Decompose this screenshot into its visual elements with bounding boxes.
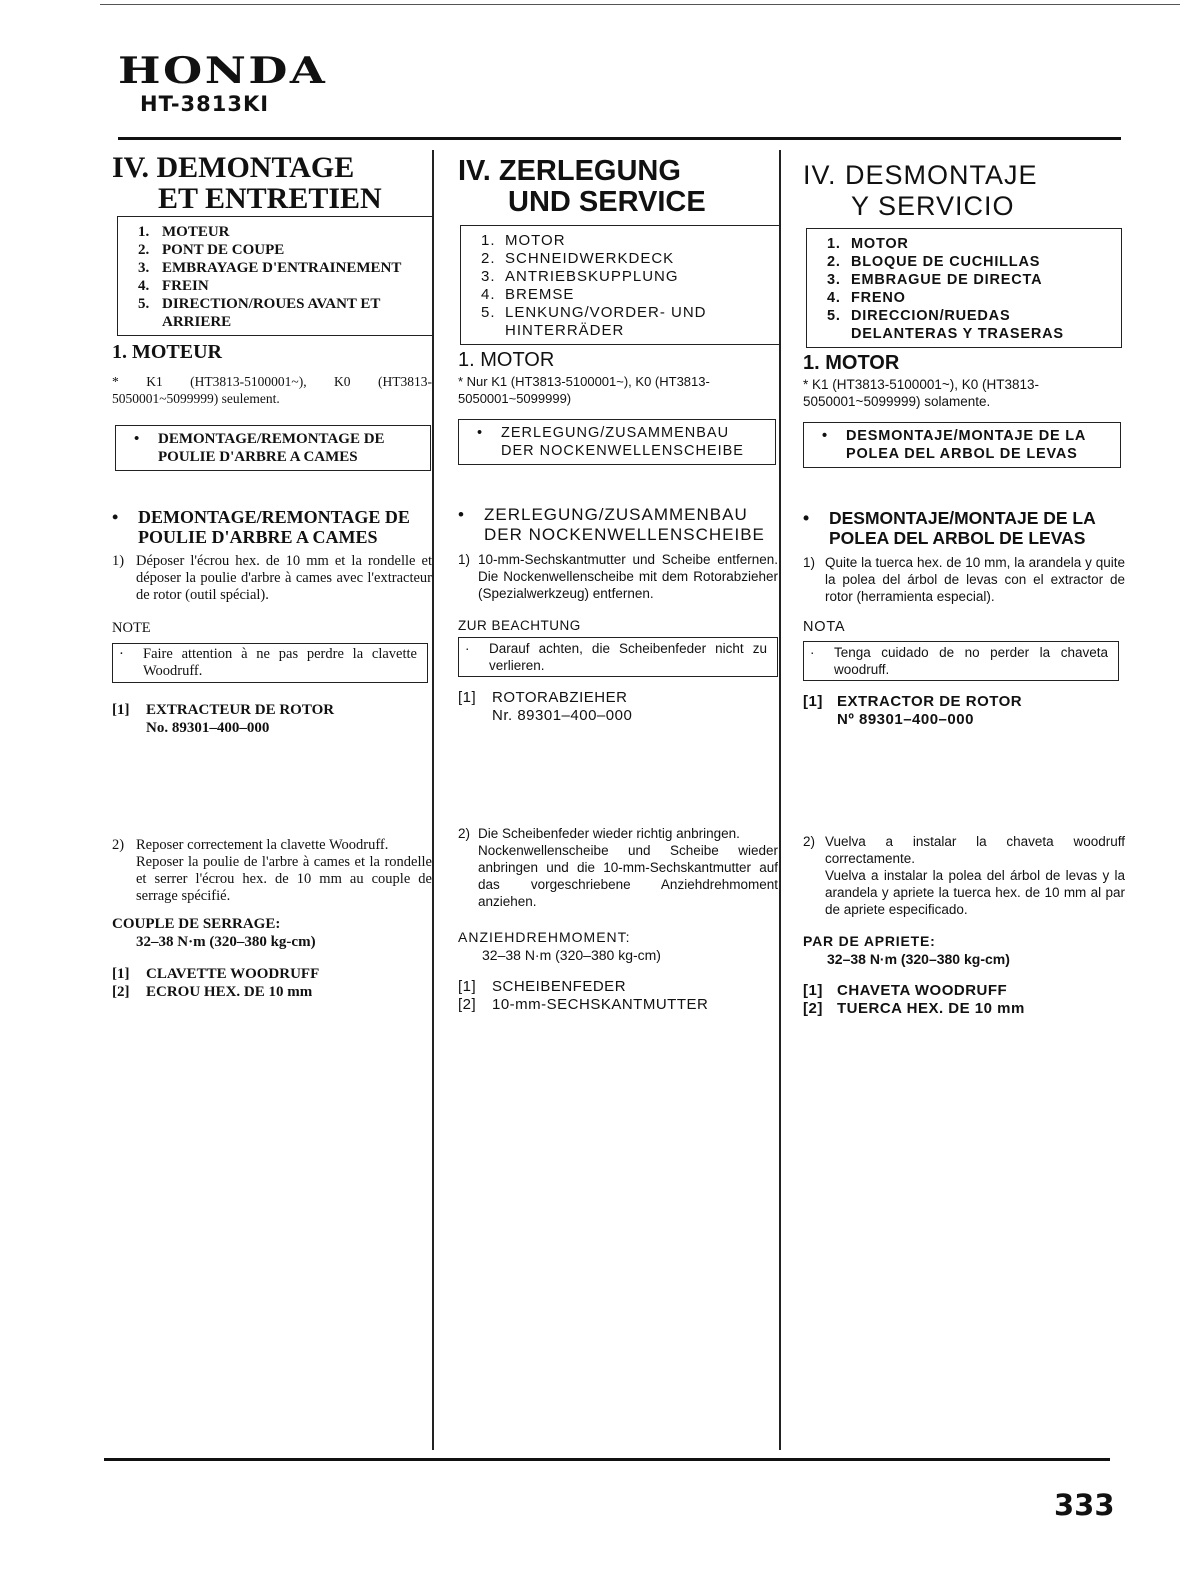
top-rule xyxy=(100,4,1180,5)
section-heading: 1. MOTOR xyxy=(803,352,900,374)
torque-value: 32–38 N·m (320–380 kg-cm) xyxy=(827,951,1010,967)
bullet-icon: • xyxy=(803,508,810,528)
bullet-icon: • xyxy=(112,507,119,527)
contents-box xyxy=(117,216,433,336)
torque-value: 32–38 N·m (320–380 kg-cm) xyxy=(136,934,316,950)
bullet-icon: • xyxy=(477,425,484,441)
step-2: 2) Vuelva a instalar la chaveta woodruff correctamente. Vuelva a instalar la polea del árbol de levas y la arandela y apriete la tuerca hex. de 10 mm al par de apriete especificado. xyxy=(803,834,1125,917)
note-label: ZUR BEACHTUNG xyxy=(458,618,581,633)
reference-item: [2] 10-mm-SECHSKANTMUTTER xyxy=(458,996,709,1013)
step-1: 1) Quite la tuerca hex. de 10 mm, la arandela y quite la polea del árbol de levas con el extractor de rotor (herramienta especial). xyxy=(803,555,1125,604)
reference-item: [1] CLAVETTE WOODRUFF xyxy=(112,966,320,982)
procedure-box xyxy=(458,419,776,465)
procedure-heading: • ZERLEGUNG/ZUSAMMENBAU DER NOCKENWELLENSCHEIBE xyxy=(458,505,765,544)
torque-label: PAR DE APRIETE: xyxy=(803,933,936,949)
contents-item: 1. MOTOR xyxy=(827,236,909,252)
step-1: 1) 10-mm-Sechskantmutter und Scheibe entfernen. Die Nockenwellenscheibe mit dem Rotorabzieher (Spezialwerkzeug) entfernen. xyxy=(458,552,778,601)
column-french xyxy=(112,152,432,1001)
reference-item: [2] ECROU HEX. DE 10 mm xyxy=(112,984,313,1000)
section-heading: 1. MOTEUR xyxy=(112,341,222,363)
page-number: 333 xyxy=(1054,1488,1115,1522)
title-line-1: IV. DEMONTAGE xyxy=(112,151,355,184)
column-german xyxy=(458,156,778,1014)
tool-reference: [1] EXTRACTEUR DE ROTOR No. 89301–400–000 xyxy=(112,702,335,736)
model-footnote: * K1 (HT3813-5100001~), K0 (HT3813-5050001~5099999) solamente. xyxy=(803,377,1040,409)
note-text: Darauf achten, die Scheibenfeder nicht zu verlieren. xyxy=(489,641,767,673)
bullet-icon: • xyxy=(134,431,140,447)
brand-logo: HONDA xyxy=(118,50,328,92)
note-text: Faire attention à ne pas perdre la clavette Woodruff. xyxy=(143,646,417,679)
column-spanish xyxy=(803,160,1125,1018)
reference-item: [1] SCHEIBENFEDER xyxy=(458,978,627,995)
procedure-box xyxy=(803,422,1121,468)
procedure-heading: • DEMONTAGE/REMONTAGE DE POULIE D'ARBRE A CAMES xyxy=(112,507,410,547)
reference-item: [2] TUERCA HEX. DE 10 mm xyxy=(803,1000,1025,1017)
contents-item: 4. FREIN xyxy=(138,278,209,294)
note-text: Tenga cuidado de no perder la chaveta woodruff. xyxy=(834,645,1108,677)
contents-item: 5. DIRECCION/RUEDAS DELANTERAS Y TRASERAS xyxy=(827,308,1064,342)
contents-item: 4. FRENO xyxy=(827,290,906,306)
bullet-icon: • xyxy=(822,428,828,444)
step-2: 2) Reposer correctement la clavette Woodruff. Reposer la poulie de l'arbre à cames et la rondelle et serrer l'écrou hex. de 10 mm au couple de serrage spécifié. xyxy=(112,837,432,904)
procedure-box-label: DESMONTAJE/MONTAJE DE LA POLEA DEL ARBOL DE LEVAS xyxy=(846,428,1086,462)
contents-item: 2. SCHNEIDWERKDECK xyxy=(481,250,675,267)
title xyxy=(803,160,1125,222)
note-box: · Faire attention à ne pas perdre la clavette Woodruff. xyxy=(112,643,428,683)
contents-item: 1. MOTOR xyxy=(481,232,566,249)
reference-item: [1] CHAVETA WOODRUFF xyxy=(803,982,1008,999)
section-heading: 1. MOTOR xyxy=(458,349,555,371)
contents-item: 3. ANTRIEBSKUPPLUNG xyxy=(481,268,679,285)
title-line-1: IV. DESMONTAJE xyxy=(803,160,1038,190)
contents-item: 2. BLOQUE DE CUCHILLAS xyxy=(827,254,1041,270)
step-2: 2) Die Scheibenfeder wieder richtig anbringen. Nockenwellenscheibe und Scheibe wieder anbringen und die 10-mm-Sechskantmutter auf das vorgeschriebene Anziehdrehmoment anziehen. xyxy=(458,826,778,909)
procedure-box xyxy=(115,425,431,471)
contents-box xyxy=(806,228,1122,348)
step-1: 1) Déposer l'écrou hex. de 10 mm et la rondelle et déposer la poulie d'arbre à cames avec l'extracteur de rotor (outil spécial). xyxy=(112,553,432,603)
contents-item: 5. DIRECTION/ROUES AVANT ET ARRIERE xyxy=(138,296,381,330)
procedure-heading: • DESMONTAJE/MONTAJE DE LA POLEA DEL ARBOL DE LEVAS xyxy=(803,508,1096,548)
contents-item: 4. BREMSE xyxy=(481,286,575,303)
title-line-2: UND SERVICE xyxy=(508,186,706,218)
contents-item: 3. EMBRAGUE DE DIRECTA xyxy=(827,272,1043,288)
note-label: NOTA xyxy=(803,619,846,635)
footer-rule xyxy=(104,1458,1110,1461)
procedure-box-label: DEMONTAGE/REMONTAGE DE POULIE D'ARBRE A CAMES xyxy=(158,431,385,465)
tool-reference: [1] ROTORABZIEHER Nr. 89301–400–000 xyxy=(458,689,633,724)
note-box: · Darauf achten, die Scheibenfeder nicht zu verlieren. xyxy=(458,637,778,677)
column-divider-1 xyxy=(432,150,434,1450)
model-number: HT-3813KI xyxy=(140,92,270,116)
model-footnote: * K1 (HT3813-5100001~), K0 (HT3813-5050001~5099999) seulement. xyxy=(112,374,432,406)
title xyxy=(458,156,778,218)
contents-item: 2. PONT DE COUPE xyxy=(138,242,285,258)
contents-item: 5. LENKUNG/VORDER- UND HINTERRÄDER xyxy=(481,304,707,339)
column-divider-2 xyxy=(779,150,781,1450)
header-rule xyxy=(118,137,1121,140)
torque-value: 32–38 N·m (320–380 kg-cm) xyxy=(482,947,661,963)
title-line-1: IV. ZERLEGUNG xyxy=(458,155,681,187)
contents-item: 1. MOTEUR xyxy=(138,224,230,240)
model-footnote: * Nur K1 (HT3813-5100001~), K0 (HT3813-5050001~5099999) xyxy=(458,374,710,406)
title xyxy=(112,152,432,214)
title-line-2: Y SERVICIO xyxy=(851,191,1015,221)
torque-label: COUPLE DE SERRAGE: xyxy=(112,916,281,932)
note-label: NOTE xyxy=(112,620,151,636)
tool-reference: [1] EXTRACTOR DE ROTOR Nº 89301–400–000 xyxy=(803,693,1023,728)
title-line-2: ET ENTRETIEN xyxy=(158,182,382,215)
bullet-icon: • xyxy=(458,505,465,524)
note-box: · Tenga cuidado de no perder la chaveta woodruff. xyxy=(803,641,1119,681)
procedure-box-label: ZERLEGUNG/ZUSAMMENBAU DER NOCKENWELLENSCHEIBE xyxy=(501,425,744,459)
torque-label: ANZIEHDREHMOMENT: xyxy=(458,929,631,945)
contents-box xyxy=(460,225,780,345)
contents-item: 3. EMBRAYAGE D'ENTRAINEMENT xyxy=(138,260,402,276)
